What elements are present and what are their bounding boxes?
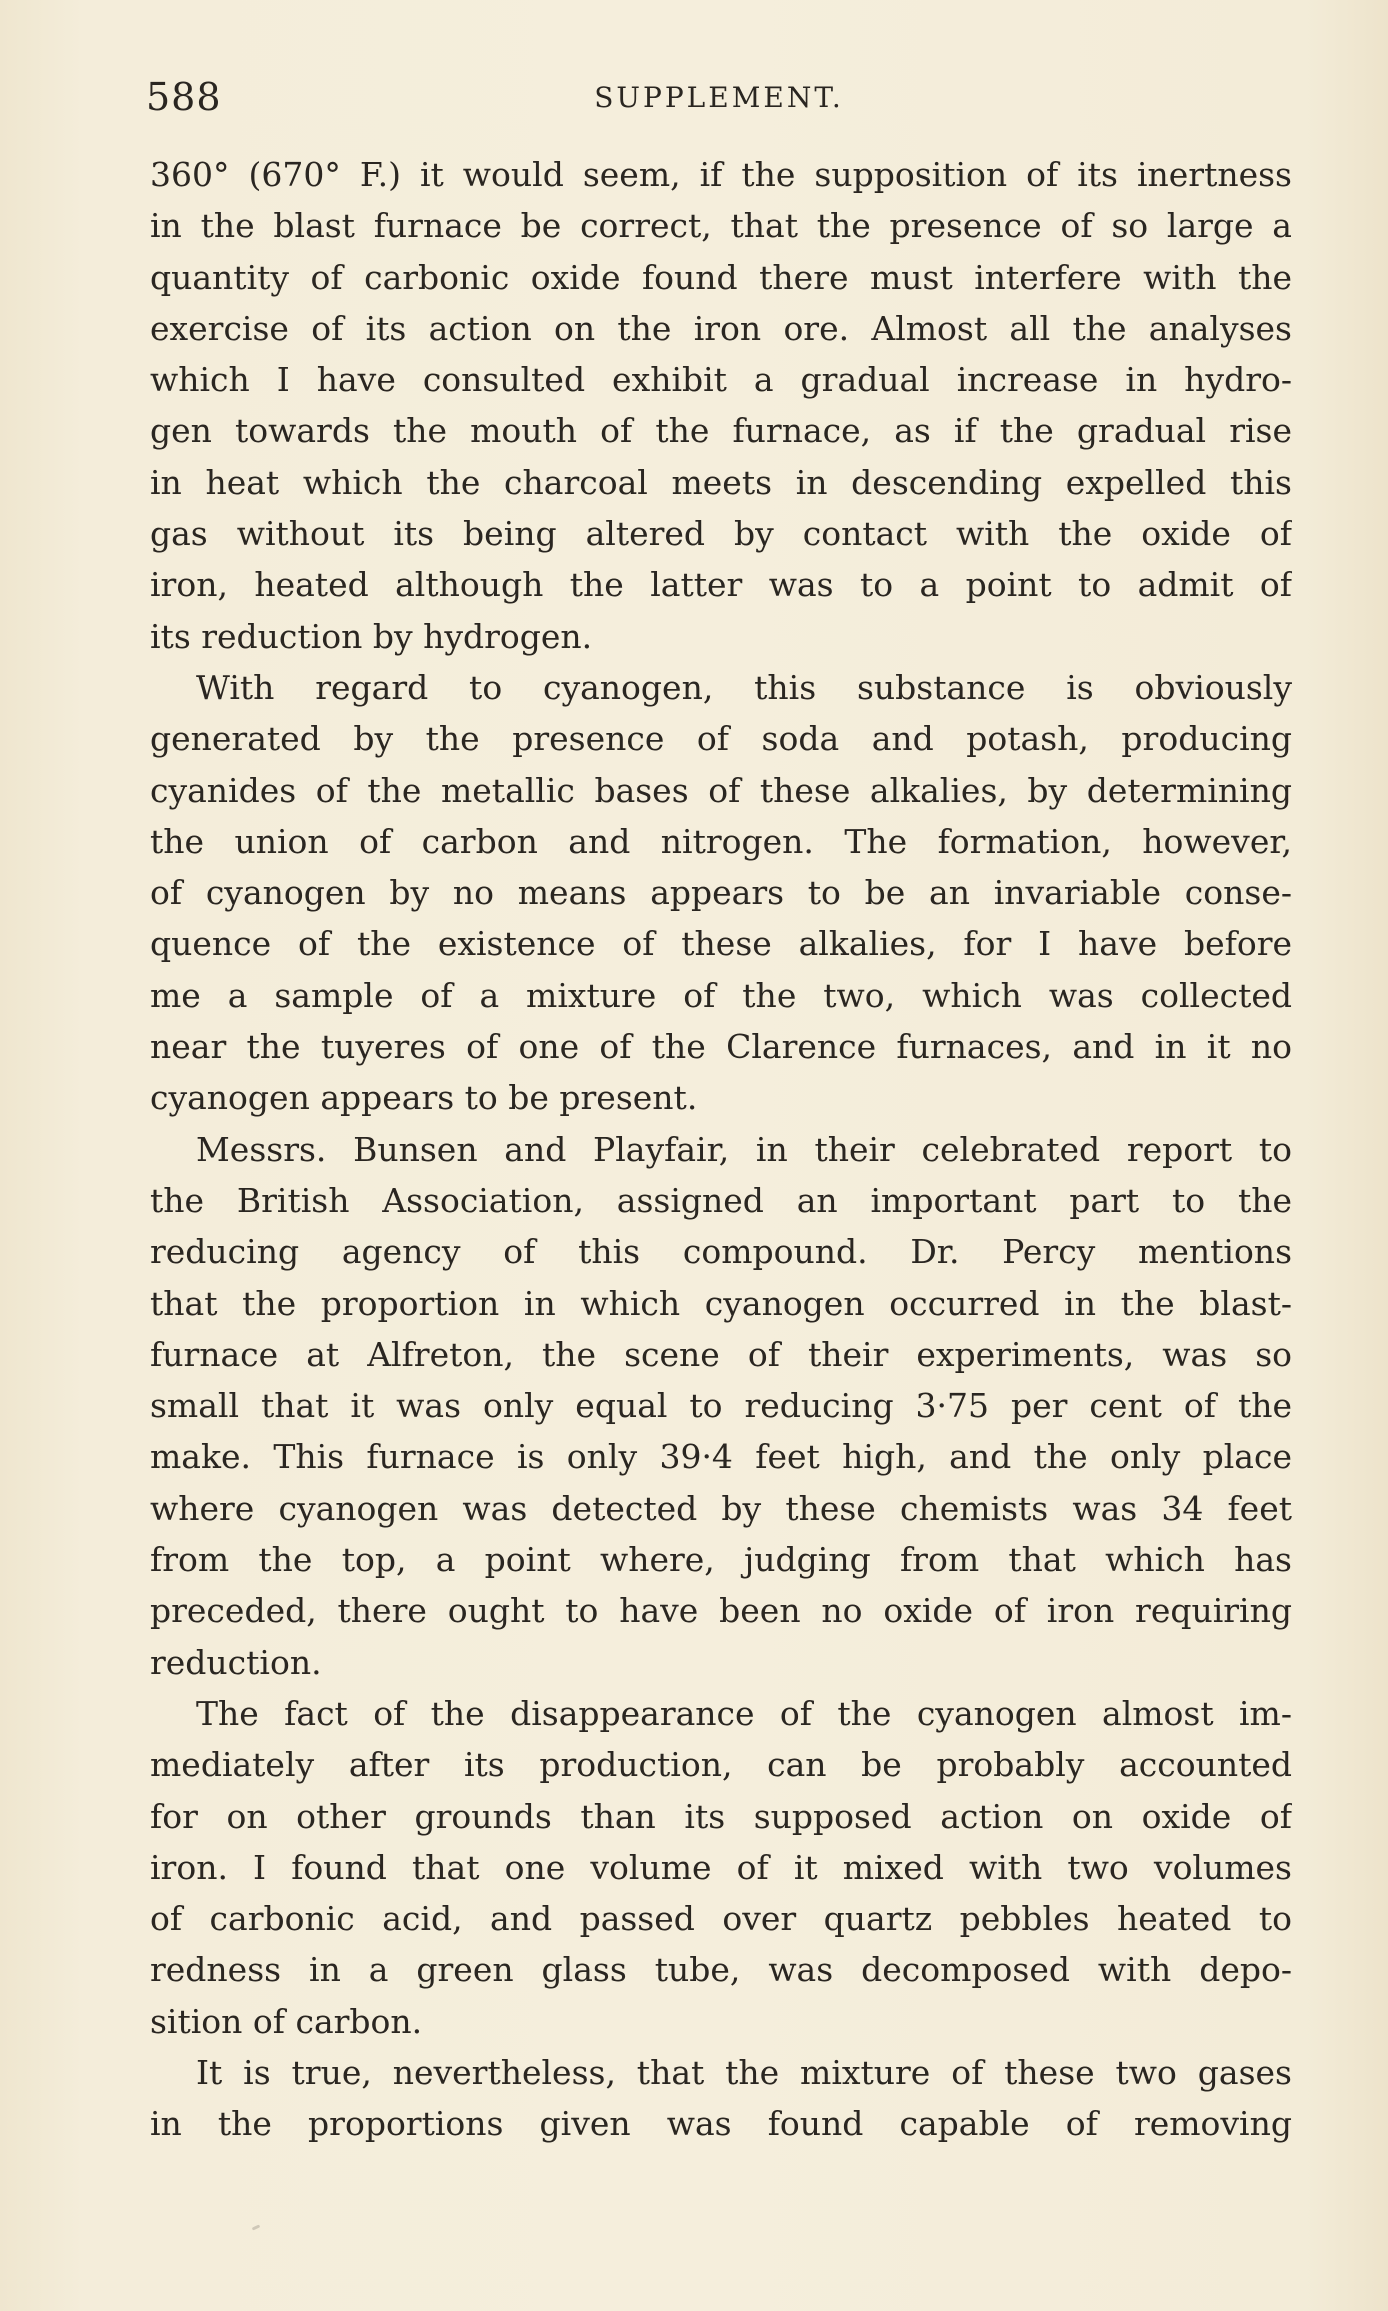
text-line: the union of carbon and nitrogen. The formation, however, <box>150 821 1292 861</box>
text-line: With regard to cyanogen, this substance is obviously <box>196 667 1292 707</box>
text-line: make. This furnace is only 39·4 feet high, and the only place <box>150 1437 1292 1477</box>
text-line: in heat which the charcoal meets in descending expelled this <box>150 462 1292 502</box>
text-line: gen towards the mouth of the furnace, as if the gradual rise <box>150 411 1292 451</box>
text-line: It is true, nevertheless, that the mixture of these two gases <box>196 2052 1292 2092</box>
text-line: iron. I found that one volume of it mixed with two volumes <box>150 1847 1292 1887</box>
paragraph <box>150 2047 1292 2150</box>
text-line: that the proportion in which cyanogen occurred in the blast- <box>150 1283 1292 1323</box>
paragraph <box>150 1124 1292 1688</box>
text-line: from the top, a point where, judging from that which has <box>150 1540 1292 1580</box>
text-line: where cyanogen was detected by these chemists was 34 feet <box>150 1488 1292 1528</box>
text-line: quence of the existence of these alkalies, for I have before <box>150 924 1292 964</box>
text-line: reducing agency of this compound. Dr. Percy mentions <box>150 1232 1292 1272</box>
text-line: generated by the presence of soda and potash, producing <box>150 719 1292 759</box>
text-line: in the blast furnace be correct, that the presence of so large a <box>150 206 1292 246</box>
text-line: near the tuyeres of one of the Clarence furnaces, and in it no <box>150 1027 1292 1067</box>
text-line: its reduction by hydrogen. <box>150 616 593 656</box>
text-line: of cyanogen by no means appears to be an invariable conse- <box>150 873 1292 913</box>
text-line: mediately after its production, can be probably accounted <box>150 1745 1292 1785</box>
text-line: me a sample of a mixture of the two, which was collected <box>150 975 1292 1015</box>
running-title: SUPPLEMENT. <box>594 81 844 114</box>
text-line: for on other grounds than its supposed action on oxide of <box>150 1796 1292 1836</box>
text-line: reduction. <box>150 1642 322 1682</box>
text-line: exercise of its action on the iron ore. Almost all the analyses <box>150 308 1292 348</box>
text-line: Messrs. Bunsen and Playfair, in their celebrated report to <box>196 1129 1292 1169</box>
text-line: preceded, there ought to have been no oxide of iron requiring <box>150 1591 1292 1631</box>
text-line: 360° (670° F.) it would seem, if the supposition of its inertness <box>150 155 1292 194</box>
running-head <box>146 72 1292 122</box>
text-line: which I have consulted exhibit a gradual increase in hydro- <box>150 360 1292 400</box>
text-line: The fact of the disappearance of the cyanogen almost im- <box>196 1693 1292 1733</box>
text-line: quantity of carbonic oxide found there must interfere with the <box>150 257 1292 297</box>
text-line: cyanogen appears to be present. <box>150 1078 698 1118</box>
text-line: of carbonic acid, and passed over quartz pebbles heated to <box>150 1899 1292 1939</box>
text-line: redness in a green glass tube, was decomposed with depo- <box>150 1950 1292 1990</box>
paragraph <box>150 1688 1292 2047</box>
text-line: sition of carbon. <box>150 2001 423 2041</box>
text-line: small that it was only equal to reducing 3·75 per cent of the <box>150 1386 1292 1426</box>
text-line: iron, heated although the latter was to a point to admit of <box>150 565 1292 605</box>
text-line: in the proportions given was found capable of removing <box>150 2104 1292 2144</box>
page-number: 588 <box>146 75 222 119</box>
text-line: cyanides of the metallic bases of these alkalies, by determining <box>150 770 1292 810</box>
text-line: gas without its being altered by contact with the oxide of <box>150 514 1292 554</box>
text-line: furnace at Alfreton, the scene of their experiments, was so <box>150 1334 1292 1374</box>
paragraph <box>150 149 1292 662</box>
body-text <box>150 149 1292 2150</box>
text-line: the British Association, assigned an important part to the <box>150 1180 1292 1220</box>
ink-speck <box>252 2224 261 2230</box>
paragraph <box>150 662 1292 1124</box>
